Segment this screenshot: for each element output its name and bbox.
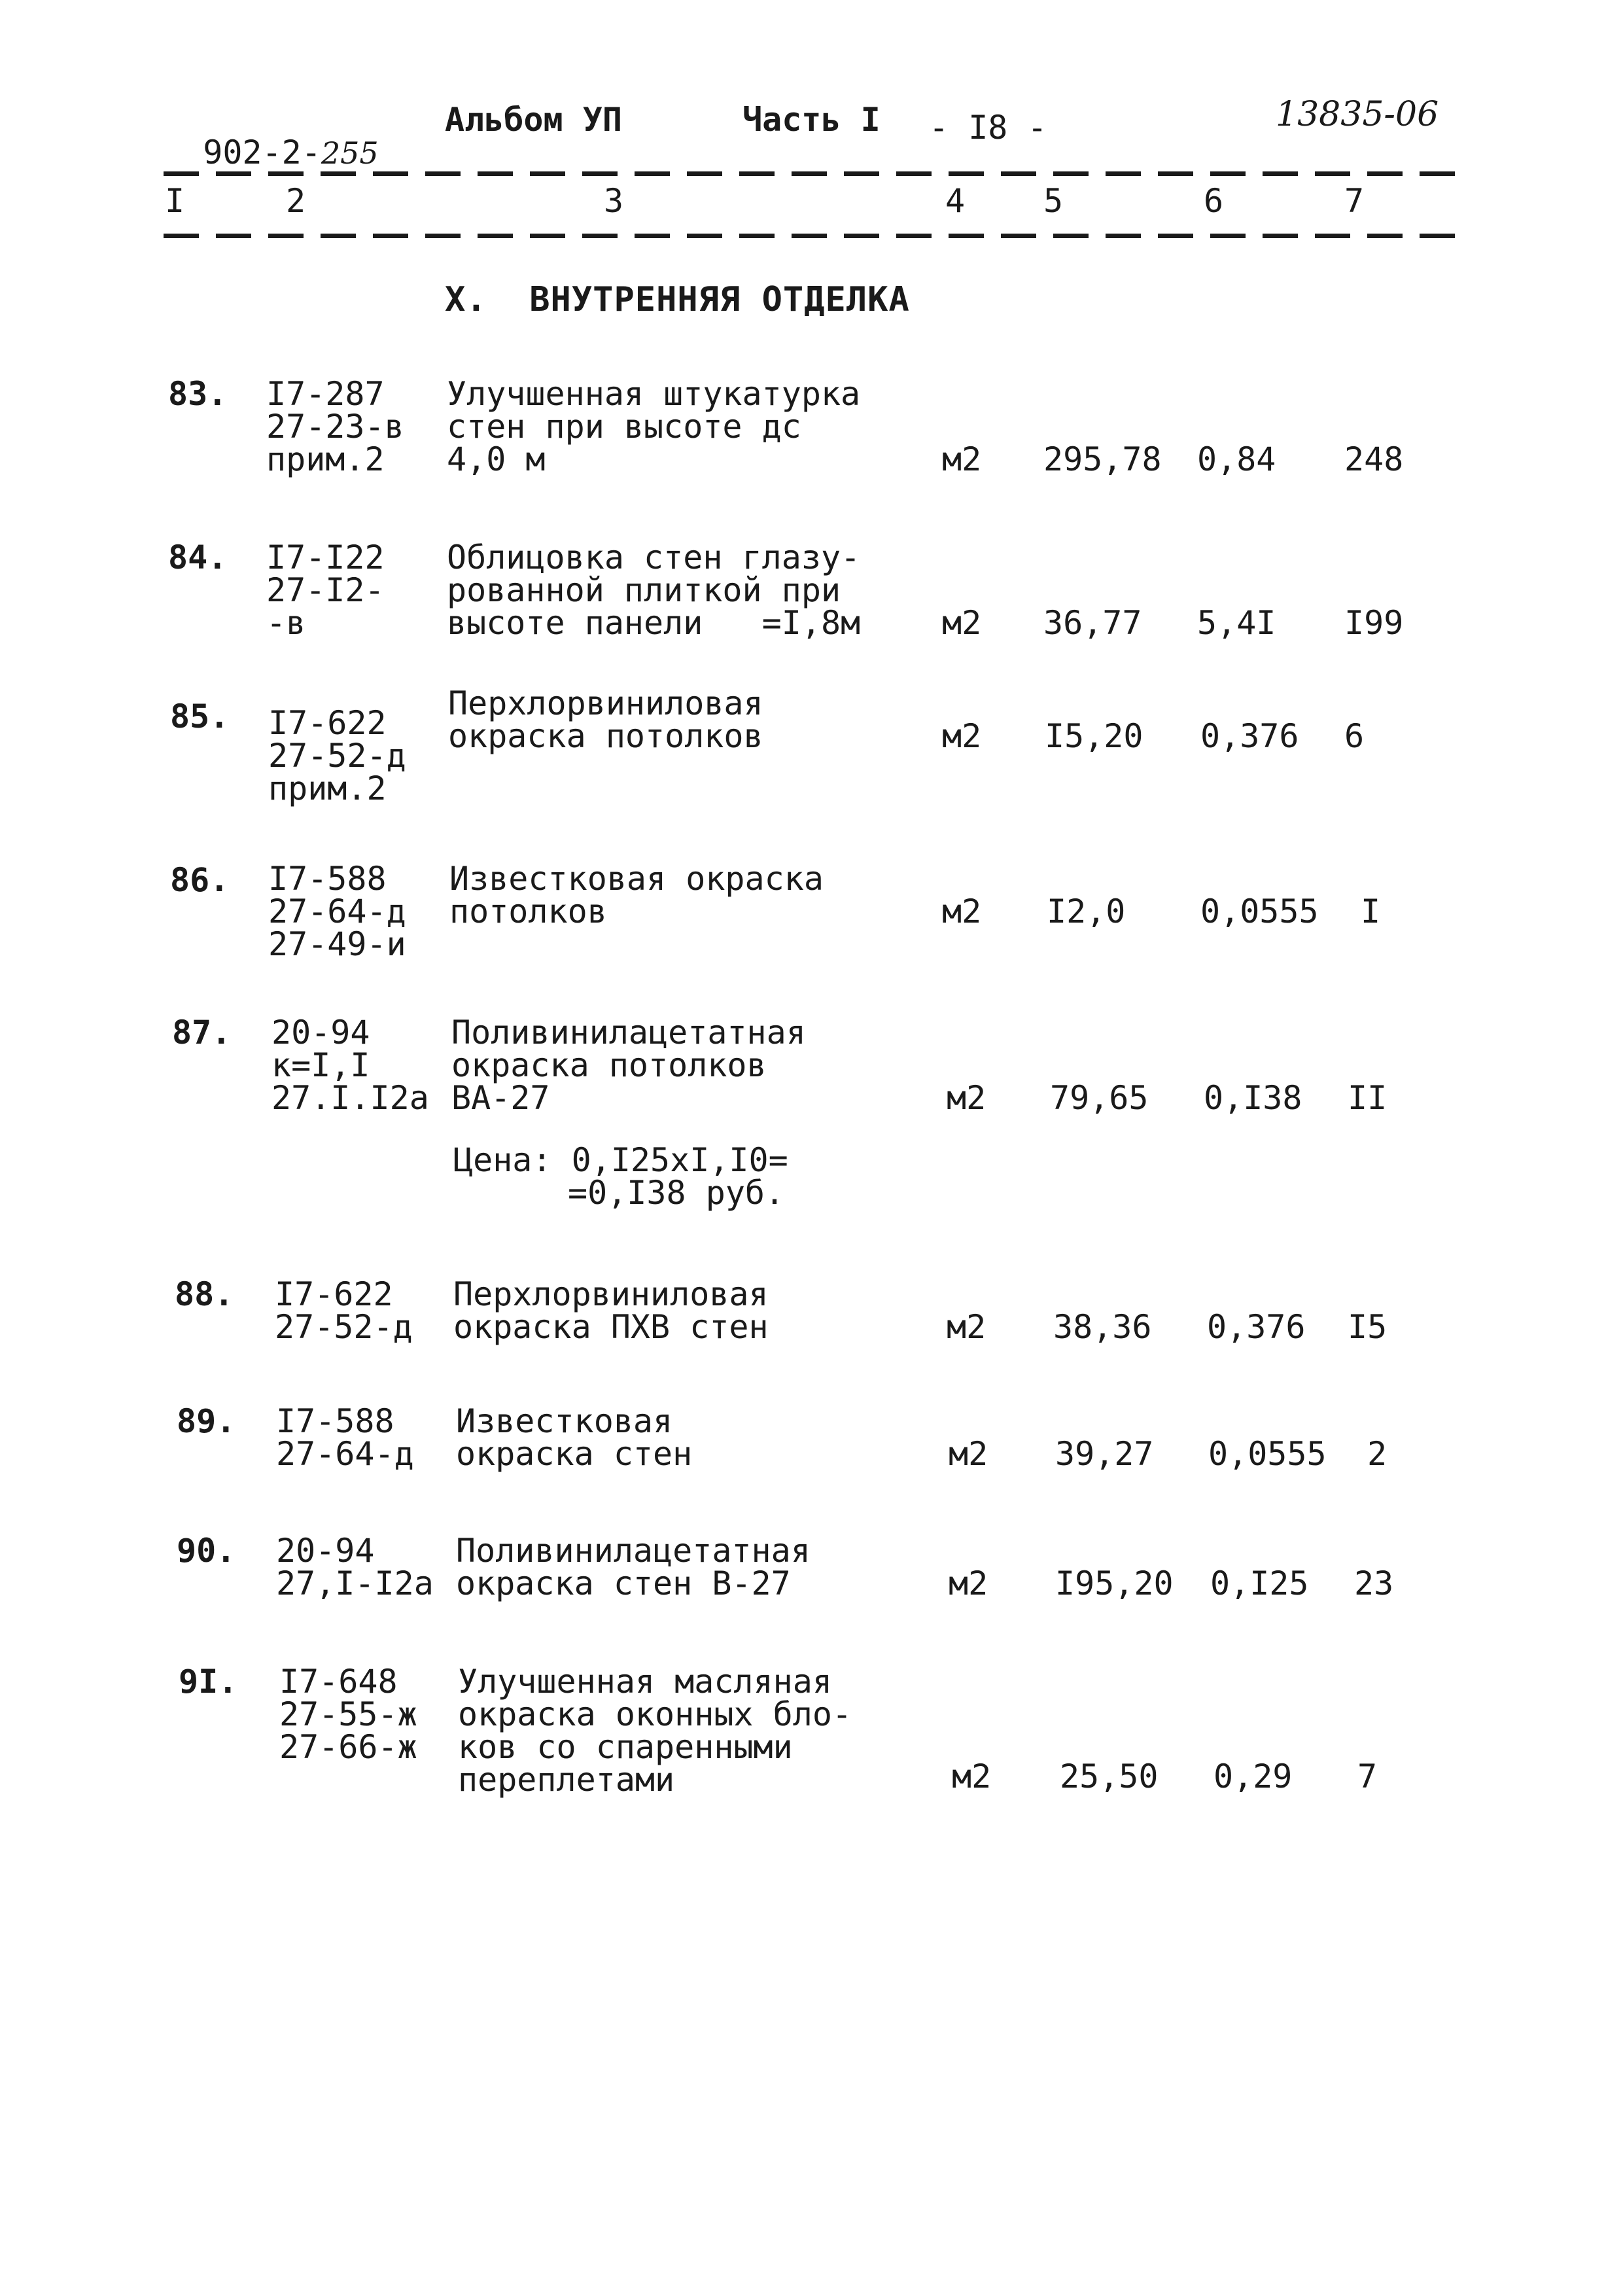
row-code: I7-622 xyxy=(268,704,387,742)
row-price: 0,0555 xyxy=(1200,892,1319,930)
archive-number: 13835-06 xyxy=(1276,95,1439,134)
column-header-7: 7 xyxy=(1344,182,1365,220)
row-code: 27-49-и xyxy=(268,925,406,963)
row-code: -в xyxy=(266,604,306,642)
row-total: II xyxy=(1348,1079,1387,1117)
row-price: 0,84 xyxy=(1197,440,1276,478)
row-total: 2 xyxy=(1367,1435,1387,1473)
row-code: 27-23-в xyxy=(266,408,404,446)
row-code: I7-I22 xyxy=(266,539,385,576)
row-description: окраска потолков xyxy=(448,717,763,755)
row-total: I5 xyxy=(1348,1308,1387,1346)
row-total: I99 xyxy=(1344,604,1404,642)
row-number: 9I. xyxy=(179,1663,238,1701)
row-code: I7-287 xyxy=(266,375,385,413)
rule-top xyxy=(164,171,1472,176)
row-description: окраска ПХВ стен xyxy=(453,1308,769,1346)
row-total: 6 xyxy=(1344,717,1365,755)
row-unit: м2 xyxy=(952,1757,992,1795)
row-price: 5,4I xyxy=(1197,604,1276,642)
row-code: 27-I2- xyxy=(266,571,385,609)
rule-bottom xyxy=(164,234,1472,238)
row-total: 23 xyxy=(1354,1564,1394,1602)
column-header-4: 4 xyxy=(945,182,966,220)
row-code: I7-622 xyxy=(275,1275,393,1313)
row-quantity: I5,20 xyxy=(1045,717,1143,755)
row-unit: м2 xyxy=(942,717,982,755)
row-unit: м2 xyxy=(942,440,982,478)
row-price: 0,I25 xyxy=(1210,1564,1309,1602)
row-description: потолков xyxy=(449,892,607,930)
column-header-1: I xyxy=(165,182,185,220)
row-description: стен при высоте дс xyxy=(447,408,801,446)
row-price: 0,0555 xyxy=(1208,1435,1327,1473)
doc-code xyxy=(164,103,379,169)
row-unit: м2 xyxy=(947,1079,986,1117)
row-description: ВА-27 xyxy=(451,1079,550,1117)
row-unit: м2 xyxy=(942,892,982,930)
row-number: 88. xyxy=(175,1275,234,1313)
album-label: Альбом УП xyxy=(445,101,622,139)
row-description: Известковая xyxy=(456,1402,673,1440)
row-code: прим.2 xyxy=(268,769,387,807)
row-code: 27-55-ж xyxy=(279,1695,417,1733)
price-note: Цена: 0,I25хI,I0= xyxy=(453,1141,788,1179)
row-code: I7-588 xyxy=(268,860,387,898)
row-quantity: I2,0 xyxy=(1047,892,1126,930)
page-number: - I8 - xyxy=(929,109,1047,147)
row-code: 27-64-д xyxy=(276,1435,414,1473)
row-quantity: 38,36 xyxy=(1053,1308,1152,1346)
row-number: 86. xyxy=(170,861,230,899)
row-code: 20-94 xyxy=(271,1014,370,1051)
row-quantity: 39,27 xyxy=(1055,1435,1154,1473)
row-number: 84. xyxy=(168,539,228,576)
row-code: 27-66-ж xyxy=(279,1728,417,1766)
row-quantity: 36,77 xyxy=(1043,604,1142,642)
row-description: Облицовка стен глазу- xyxy=(447,539,861,576)
section-title: Х. ВНУТРЕННЯЯ ОТДЕЛКА xyxy=(445,280,910,319)
row-code: 27-64-д xyxy=(268,892,406,930)
row-quantity: 295,78 xyxy=(1043,440,1162,478)
row-number: 85. xyxy=(170,698,230,735)
row-code: 27-52-д xyxy=(275,1308,413,1346)
row-unit: м2 xyxy=(949,1564,988,1602)
row-description: окраска стен В-27 xyxy=(456,1564,791,1602)
row-description: Известковая окраска xyxy=(449,860,824,898)
row-code: 27,I-I2а xyxy=(276,1564,434,1602)
row-code: к=I,I xyxy=(271,1046,370,1084)
row-price: 0,29 xyxy=(1213,1757,1293,1795)
row-description: рованной плиткой при xyxy=(447,571,841,609)
row-description: Улучшенная штукатурка xyxy=(447,375,861,413)
row-quantity: 79,65 xyxy=(1050,1079,1149,1117)
row-quantity: 25,50 xyxy=(1060,1757,1159,1795)
row-description: Перхлорвиниловая xyxy=(448,684,763,722)
doc-code-printed: 902-2- xyxy=(203,133,321,171)
row-description: Перхлорвиниловая xyxy=(453,1275,769,1313)
row-number: 89. xyxy=(177,1402,236,1440)
row-total: 248 xyxy=(1344,440,1404,478)
row-unit: м2 xyxy=(942,604,982,642)
row-description: переплетами xyxy=(458,1761,675,1799)
row-total: I xyxy=(1361,892,1381,930)
row-code: I7-648 xyxy=(279,1663,398,1701)
row-code: I7-588 xyxy=(276,1402,394,1440)
row-description: Улучшенная масляная xyxy=(458,1663,832,1701)
row-description: окраска оконных бло- xyxy=(458,1695,852,1733)
row-price: 0,I38 xyxy=(1204,1079,1302,1117)
column-header-6: 6 xyxy=(1204,182,1224,220)
column-header-2: 2 xyxy=(286,182,306,220)
part-label: Часть I xyxy=(742,101,881,139)
row-number: 90. xyxy=(177,1532,236,1570)
row-description: ков со спаренными xyxy=(458,1728,793,1766)
row-code: 27-52-д xyxy=(268,737,406,775)
row-description: окраска потолков xyxy=(451,1046,767,1084)
row-total: 7 xyxy=(1357,1757,1378,1795)
row-description: Поливинилацетатная xyxy=(451,1014,806,1051)
column-header-3: 3 xyxy=(604,182,624,220)
row-code: 20-94 xyxy=(276,1532,375,1570)
row-description: высоте панели =I,8м xyxy=(447,604,861,642)
row-description: окраска стен xyxy=(456,1435,693,1473)
row-number: 87. xyxy=(172,1014,232,1051)
row-description: Поливинилацетатная xyxy=(456,1532,811,1570)
column-header-5: 5 xyxy=(1043,182,1064,220)
row-code: прим.2 xyxy=(266,440,385,478)
price-note: =0,I38 руб. xyxy=(568,1174,785,1212)
row-code: 27.I.I2а xyxy=(271,1079,429,1117)
row-number: 83. xyxy=(168,375,228,413)
row-unit: м2 xyxy=(947,1308,986,1346)
doc-code-handwritten: 255 xyxy=(321,135,379,171)
row-description: 4,0 м xyxy=(447,440,546,478)
row-quantity: I95,20 xyxy=(1055,1564,1174,1602)
row-unit: м2 xyxy=(949,1435,988,1473)
row-price: 0,376 xyxy=(1200,717,1299,755)
row-price: 0,376 xyxy=(1207,1308,1306,1346)
